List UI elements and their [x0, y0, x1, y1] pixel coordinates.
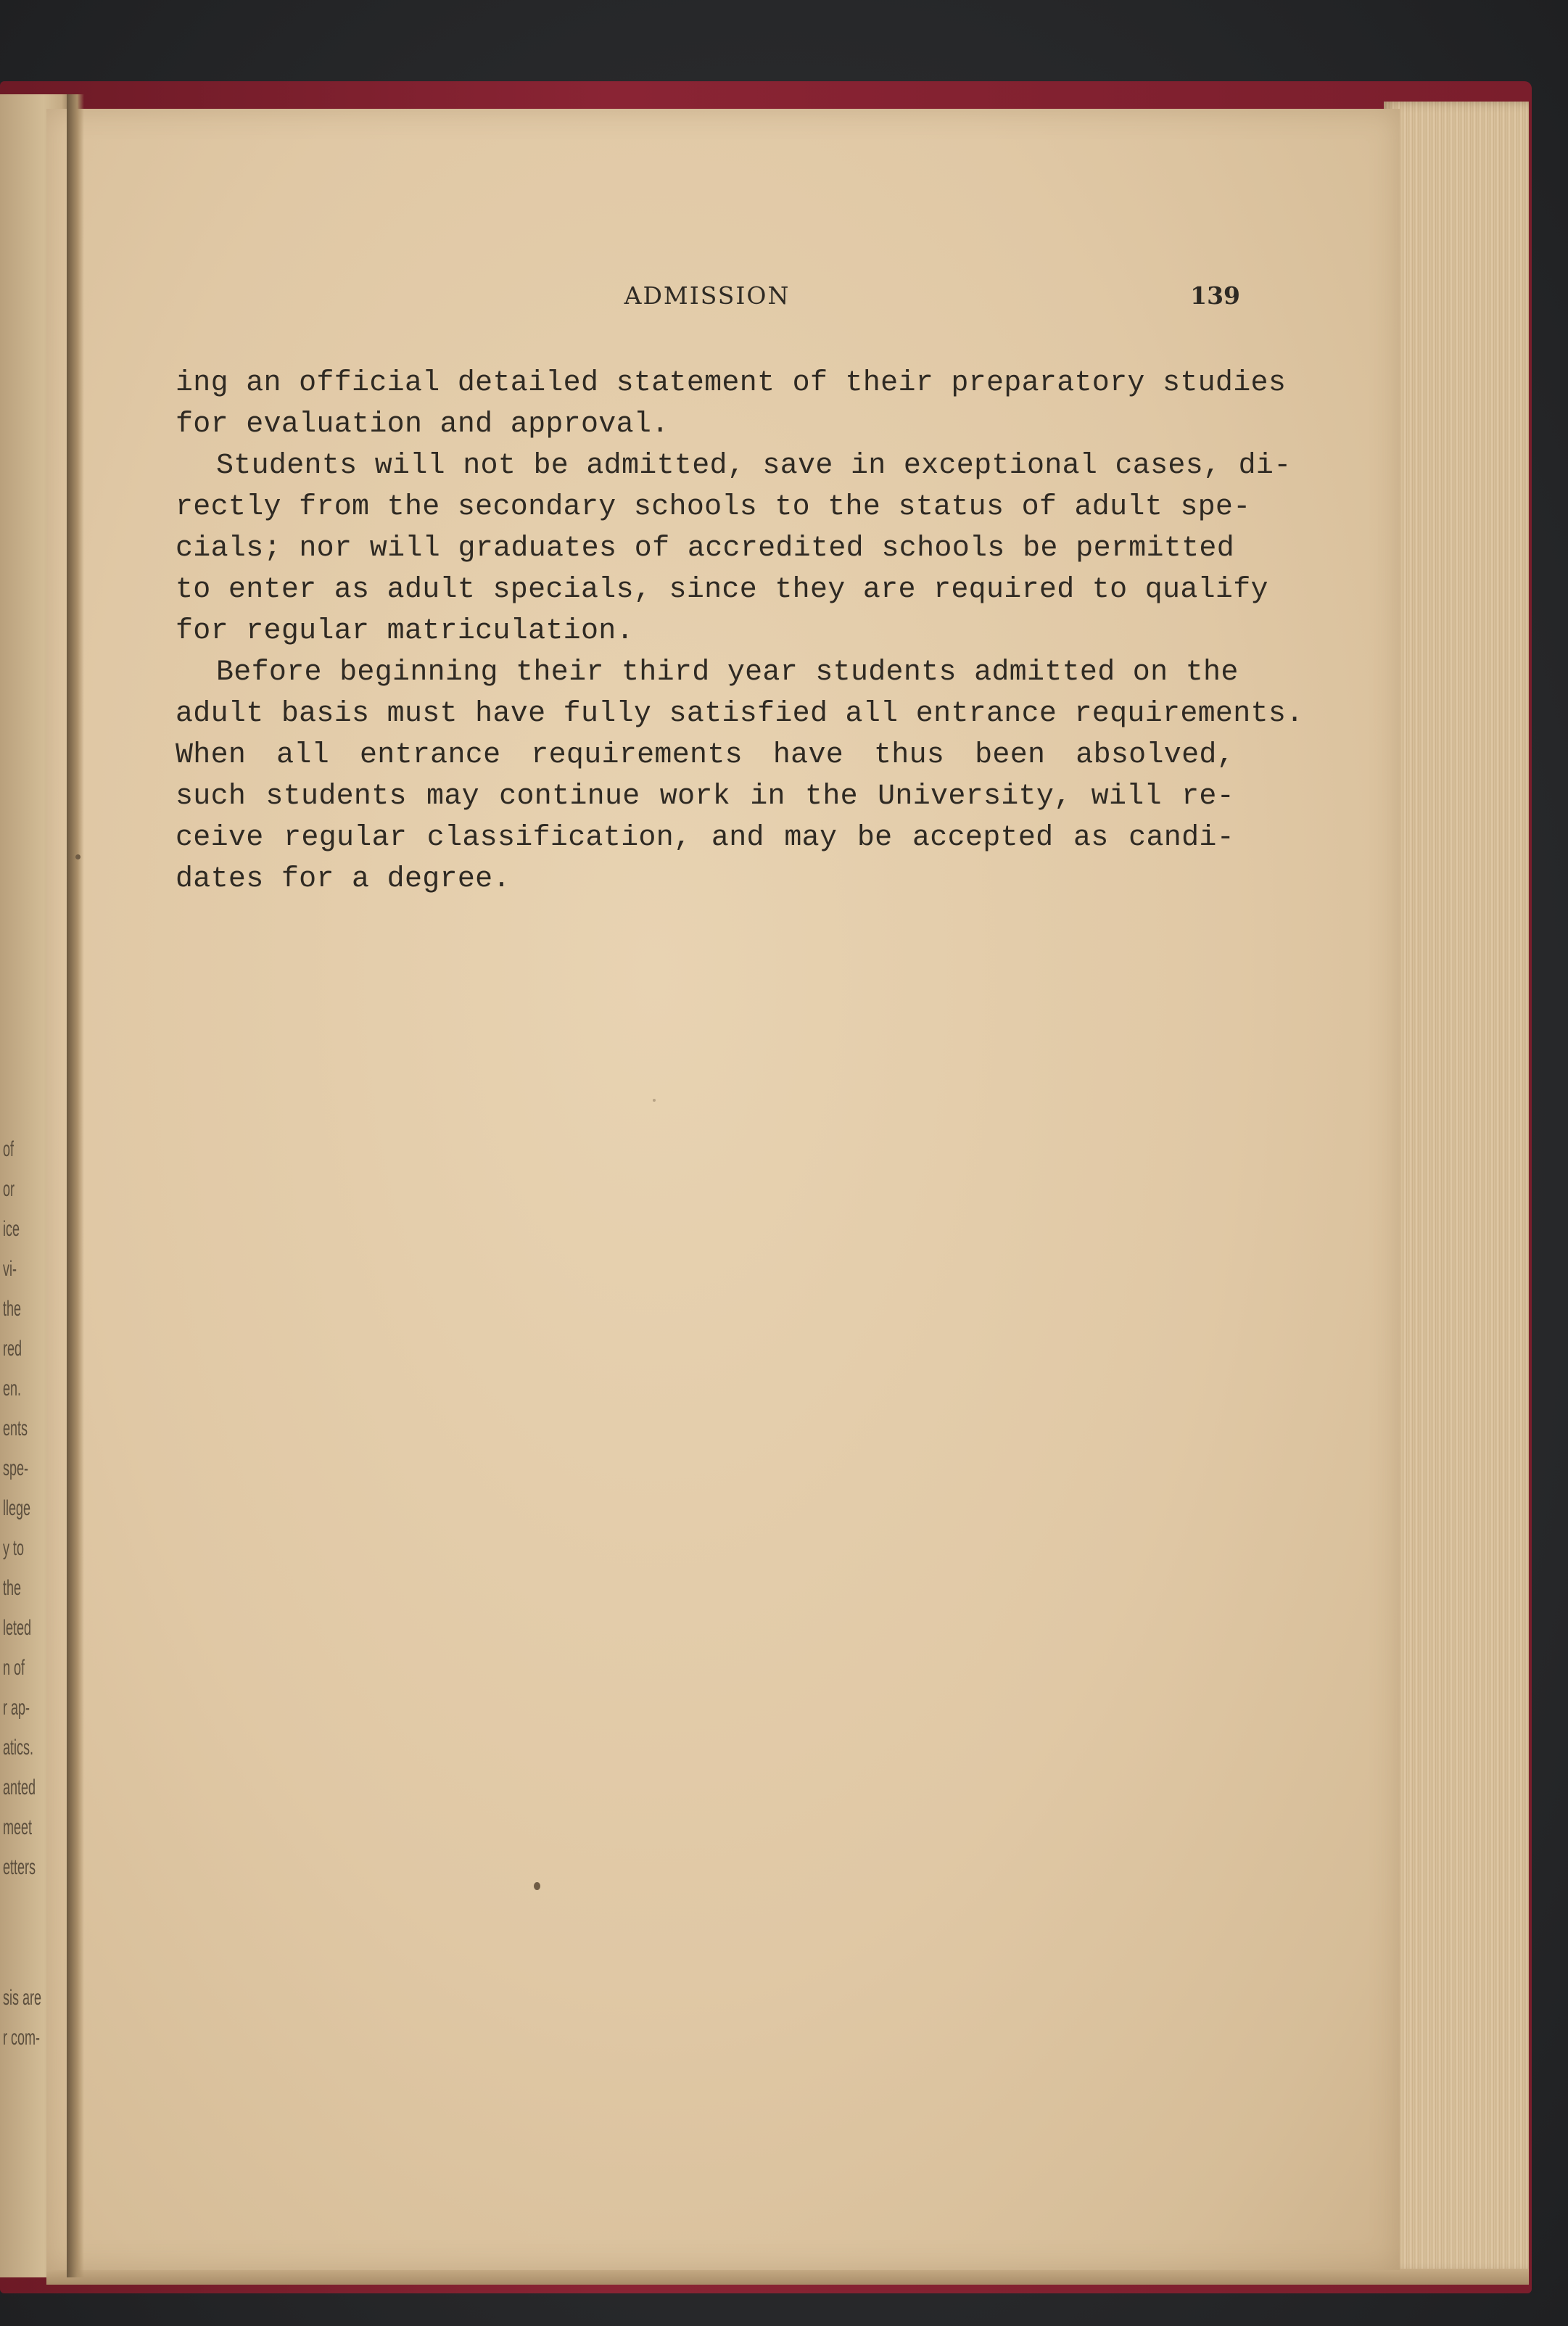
text-line: adult basis must have fully satisfied all entrance requirements. [176, 698, 1304, 730]
facing-page-fragment: r ap- [3, 1696, 30, 1720]
facing-page-fragment: the [3, 1576, 22, 1600]
page-block-edges [1384, 102, 1529, 2274]
facing-page-fragment: anted [3, 1776, 36, 1799]
facing-page-fragment: vi- [3, 1257, 17, 1281]
facing-page-fragment: leted [3, 1616, 32, 1640]
page-number: 139 [1190, 281, 1240, 310]
text-line: When all entrance requirements have thus been absolved, [176, 739, 1234, 772]
facing-page-fragment: etters [3, 1855, 36, 1879]
text-line: ing an official detailed statement of their preparatory studies [176, 367, 1287, 400]
chapter-title: ADMISSION [624, 281, 791, 310]
text-line: cials; nor will graduates of accredited schools be permitted [176, 532, 1234, 565]
facing-page-fragment: ice [3, 1217, 20, 1241]
page-speck [534, 1882, 540, 1890]
facing-page-fragment: meet [3, 1815, 33, 1839]
page-block-bottom-edge [46, 2269, 1529, 2285]
facing-page-fragment: r com- [3, 2026, 41, 2050]
text-line: such students may continue work in the University, will re- [176, 780, 1234, 813]
text-line: rectly from the secondary schools to the status of adult spe- [176, 491, 1251, 524]
facing-page-fragment: en. [3, 1377, 22, 1401]
facing-page-fragment: sis are [3, 1986, 42, 2010]
facing-page-fragment: ents [3, 1416, 28, 1440]
facing-page-fragment: or [3, 1177, 15, 1201]
body-text [176, 363, 1304, 900]
running-header [174, 281, 1240, 318]
text-line: for regular matriculation. [176, 615, 634, 648]
facing-page-fragment: of [3, 1137, 15, 1161]
facing-page-fragment: llege [3, 1496, 31, 1520]
text-line: ceive regular classification, and may be accepted as candi- [176, 822, 1234, 854]
page-speck [653, 1099, 656, 1102]
facing-page-fragment: spe- [3, 1456, 29, 1480]
facing-page-fragment: y to [3, 1536, 25, 1560]
facing-page-fragment: n of [3, 1656, 25, 1680]
facing-page-fragment: the [3, 1297, 22, 1321]
facing-page-fragment: red [3, 1337, 22, 1361]
page-speck [75, 854, 81, 859]
text-line: for evaluation and approval. [176, 408, 669, 441]
paragraph-start-line: Before beginning their third year students admitted on the [216, 656, 1239, 689]
paragraph-start-line: Students will not be admitted, save in exceptional cases, di- [216, 450, 1292, 482]
text-line: dates for a degree. [176, 863, 511, 896]
text-line: to enter as adult specials, since they are required to qualify [176, 574, 1268, 606]
gutter-shadow [67, 94, 84, 2277]
facing-page-fragment: atics. [3, 1736, 34, 1760]
